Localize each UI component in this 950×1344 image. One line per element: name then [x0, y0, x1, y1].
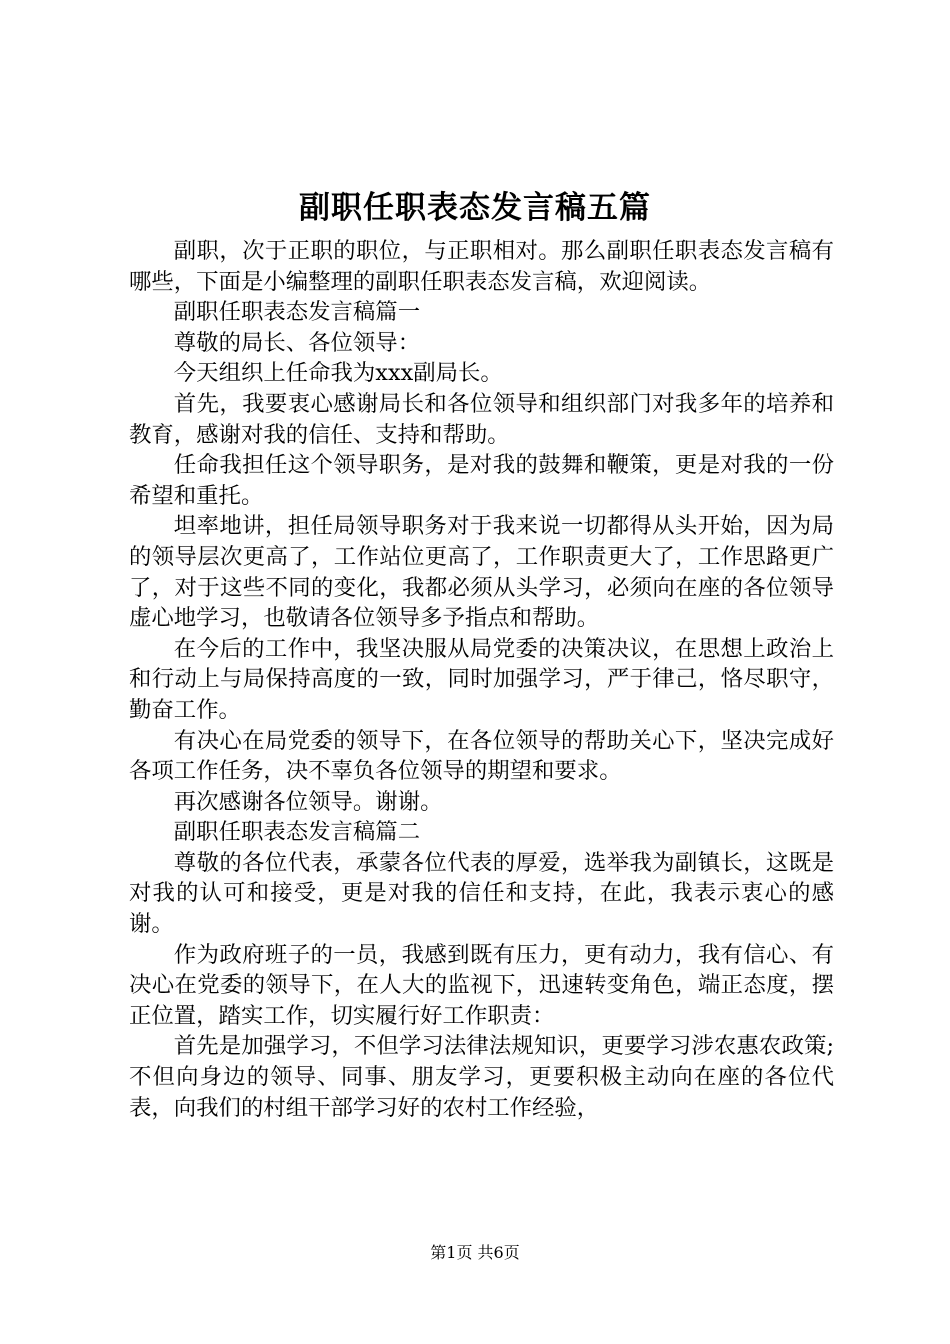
document-title: 副职任职表态发言稿五篇 [299, 190, 651, 226]
page-number-footer: 第1页 共6页 [430, 1243, 520, 1262]
paragraph: 尊敬的各位代表，承蒙各位代表的厚爱，选举我为副镇长，这既是对我的认可和接受，更是对我的信任和支持，在此，我表示衷心的感谢。 [129, 849, 834, 938]
paragraph: 首先是加强学习，不但学习法律法规知识，更要学习涉农惠农政策;不但向身边的领导、同事、朋友学习，更要积极主动向在座的各位代表，向我们的村组干部学习好的农村工作经验， [129, 1033, 834, 1121]
paragraph: 再次感谢各位领导。谢谢。 [173, 788, 443, 815]
paragraph-intro: 副职，次于正职的职位，与正职相对。那么副职任职表态发言稿有哪些，下面是小编整理的副职任职表态发言稿，欢迎阅读。 [129, 238, 834, 295]
paragraph: 有决心在局党委的领导下，在各位领导的帮助关心下，坚决完成好各项工作任务，决不辜负各位领导的期望和要求。 [129, 727, 834, 785]
paragraph: 首先，我要衷心感谢局长和各位领导和组织部门对我多年的培养和教育，感谢对我的信任、支持和帮助。 [129, 390, 834, 448]
section-heading-2: 副职任职表态发言稿篇二 [173, 819, 421, 846]
document-body [129, 236, 834, 1123]
paragraph: 坦率地讲，担任局领导职务对于我来说一切都得从头开始，因为局的领导层次更高了，工作站位更高了，工作职责更大了，工作思路更广了，对于这些不同的变化，我都必须从头学习，必须向在座的各位领导虚心地学习，也敬请各位领导多予指点和帮助。 [129, 513, 834, 632]
paragraph: 任命我担任这个领导职务，是对我的鼓舞和鞭策，更是对我的一份希望和重托。 [129, 452, 834, 509]
salutation-1: 尊敬的局长、各位领导： [173, 329, 421, 356]
paragraph: 今天组织上任命我为xxx副局长。 [173, 360, 503, 387]
paragraph: 作为政府班子的一员，我感到既有压力，更有动力，我有信心、有决心在党委的领导下，在人大的监视下，迅速转变角色，端正态度，摆正位置，踏实工作，切实履行好工作职责： [129, 941, 834, 1029]
section-heading-1: 副职任职表态发言稿篇一 [173, 299, 421, 326]
paragraph: 在今后的工作中，我坚决服从局党委的决策决议，在思想上政治上和行动上与局保持高度的一致，同时加强学习，严于律己，恪尽职守，勤奋工作。 [129, 635, 834, 723]
